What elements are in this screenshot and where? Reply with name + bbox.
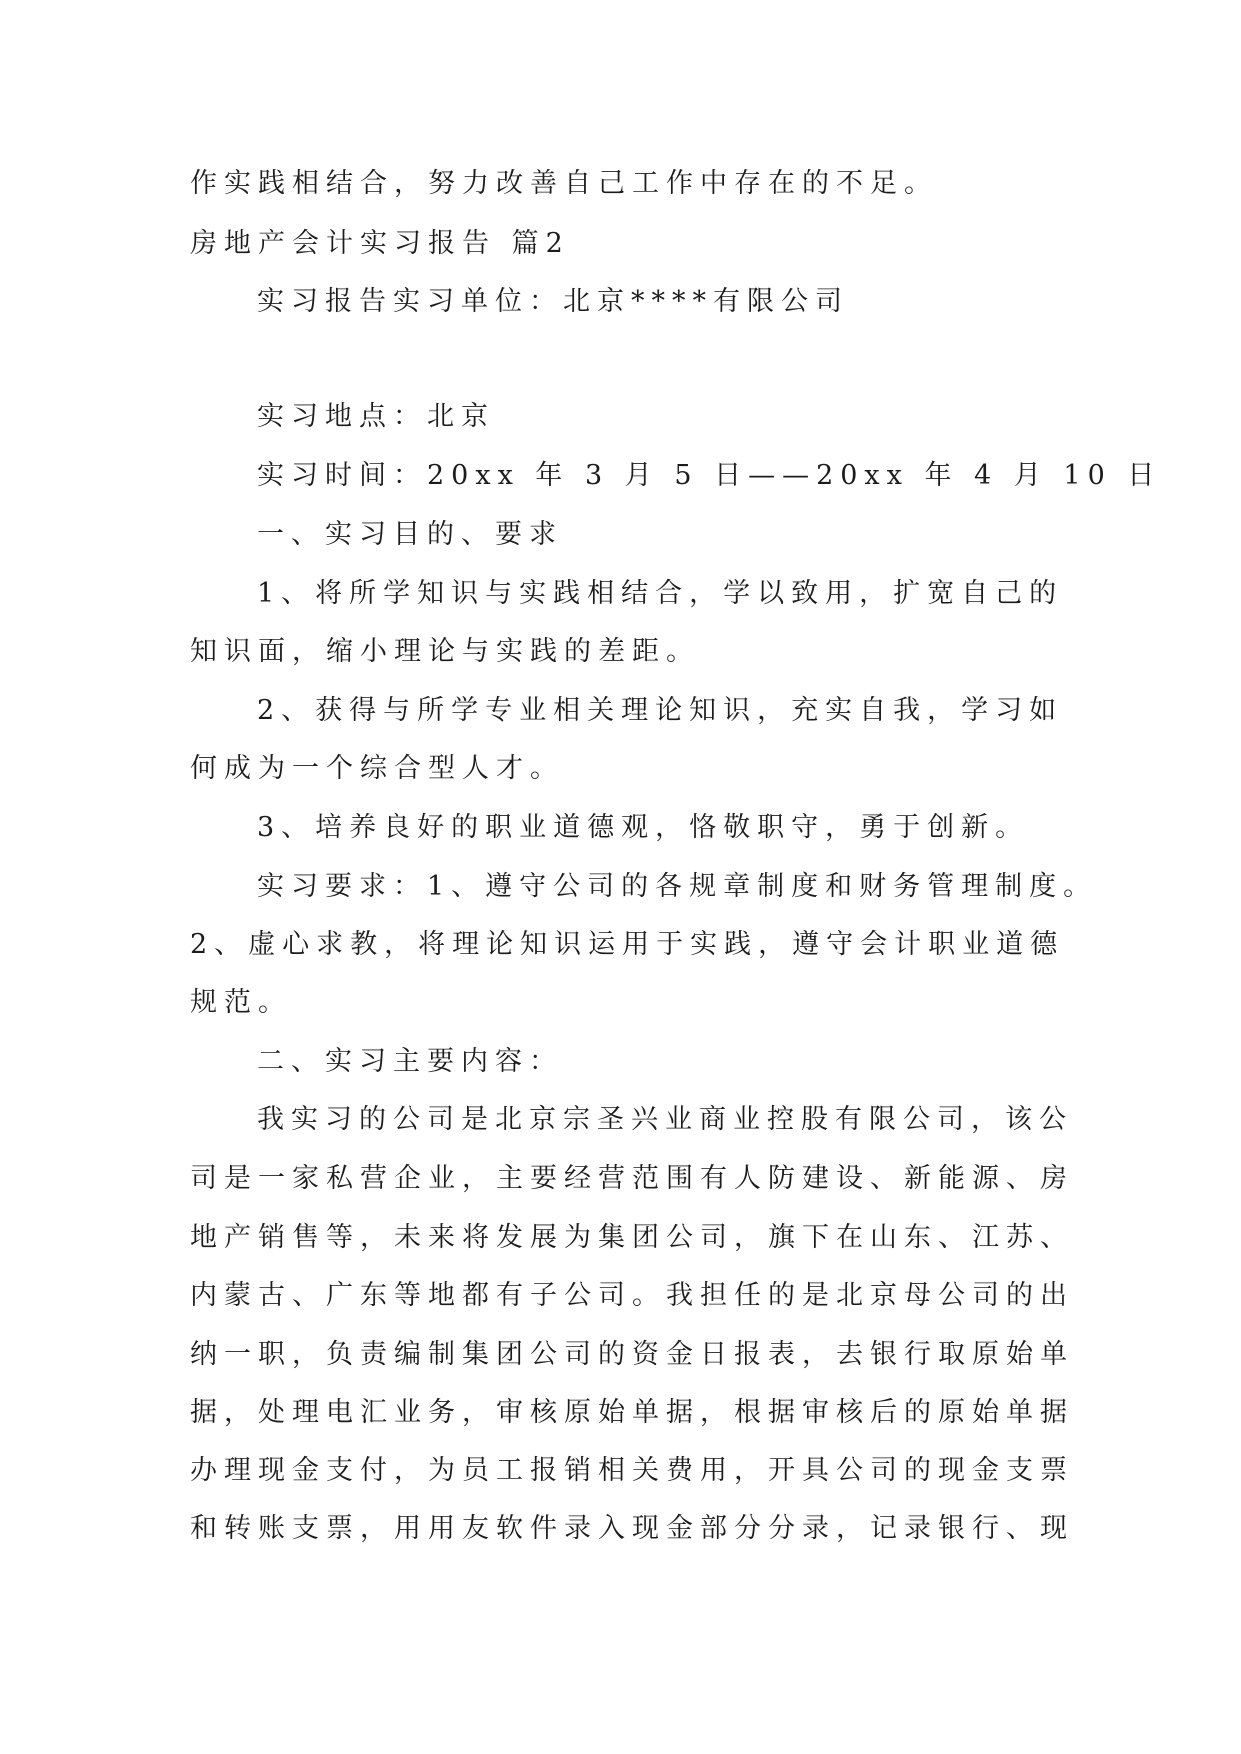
text-line: 3、培养良好的职业道德观，恪敬职守，勇于创新。 [257,812,1030,843]
heading-goals: 一、实习目的、要求 [257,519,563,550]
text-line: 司是一家私营企业，主要经营范围有人防建设、新能源、房 [190,1163,1074,1194]
internship-unit: 实习报告实习单位：北京****有限公司 [257,286,849,317]
text-line: 纳一职，负责编制集团公司的资金日报表，去银行取原始单 [190,1339,1074,1370]
section-title: 房地产会计实习报告 篇2 [190,228,570,259]
text-line: 和转账支票，用用友软件录入现金部分分录，记录银行、现 [190,1513,1074,1544]
text-line: 地产销售等，未来将发展为集团公司，旗下在山东、江苏、 [190,1222,1074,1253]
heading-content: 二、实习主要内容： [257,1046,563,1077]
text-line: 内蒙古、广东等地都有子公司。我担任的是北京母公司的出 [190,1280,1074,1311]
text-line: 2、获得与所学专业相关理论知识，充实自我，学习如 [257,695,1064,726]
text-line: 1、将所学知识与实践相结合，学以致用，扩宽自己的 [257,578,1064,609]
text-line: 办理现金支付，为员工报销相关费用，开具公司的现金支票 [190,1455,1074,1486]
text-line: 2、虚心求教，将理论知识运用于实践，遵守会计职业道德 [190,929,1065,960]
text-line: 实习要求：1、遵守公司的各规章制度和财务管理制度。 [257,871,1098,902]
internship-period: 实习时间：20xx 年 3 月 5 日——20xx 年 4 月 10 日 [257,460,1162,491]
text-line: 知识面，缩小理论与实践的差距。 [190,636,700,667]
internship-location: 实习地点：北京 [257,401,495,432]
text-line: 我实习的公司是北京宗圣兴业商业控股有限公司，该公 [257,1104,1073,1135]
text-line: 规范。 [190,987,292,1018]
text-line: 何成为一个综合型人才。 [190,753,564,784]
text-line: 作实践相结合，努力改善自己工作中存在的不足。 [190,168,938,199]
text-line: 据，处理电汇业务，审核原始单据，根据审核后的原始单据 [190,1397,1074,1428]
